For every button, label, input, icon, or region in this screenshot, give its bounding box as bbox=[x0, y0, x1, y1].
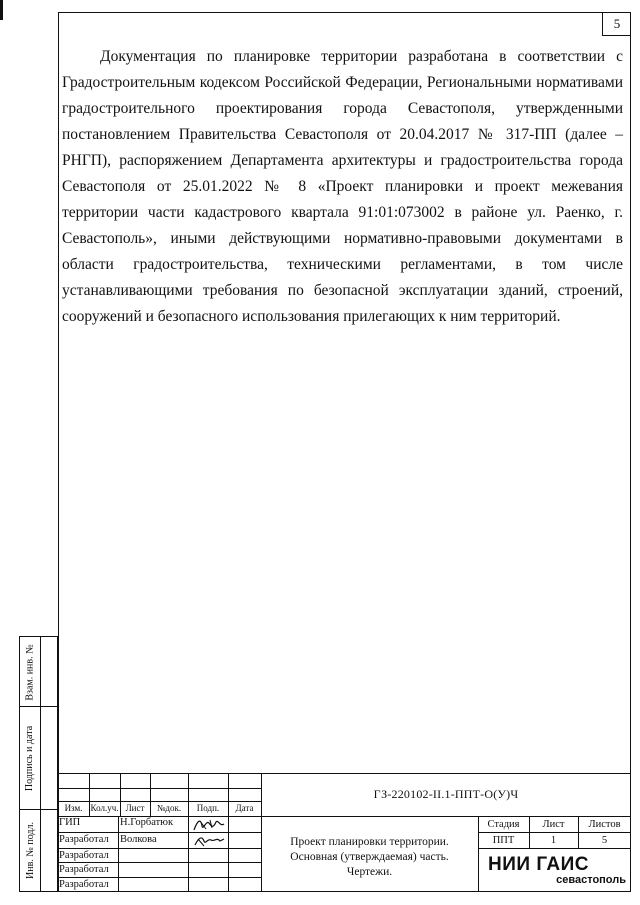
role-developer: Разработал bbox=[59, 864, 109, 875]
side-divider bbox=[40, 637, 41, 891]
signature-gip bbox=[192, 817, 226, 833]
role-developer: Разработал bbox=[59, 834, 109, 845]
side-label-podpis: Подпись и дата bbox=[24, 725, 36, 792]
sheets-label: Листов bbox=[588, 819, 621, 830]
header-data: Дата bbox=[235, 803, 254, 813]
role-developer: Разработал bbox=[59, 850, 109, 861]
sheet-value: 1 bbox=[550, 835, 557, 846]
header-podp: Подп. bbox=[196, 803, 220, 813]
header-ndok: №док. bbox=[156, 803, 182, 813]
side-label-vzam: Взам. инв. № bbox=[24, 643, 36, 701]
sheet-label: Лист bbox=[542, 819, 565, 830]
stage-value: ППТ bbox=[492, 835, 515, 846]
title-block bbox=[58, 773, 631, 892]
side-stamp-strip bbox=[19, 636, 58, 892]
side-label-inv-podl: Инв. № подл. bbox=[24, 821, 36, 879]
body-paragraph: Документация по планировке территории разработана в соответствии с Градостроительным кодексом Российской Федерации, Региональными нормативами градостроительного проектирования города Севастополя, утвержденными постановлением Правительства Севастополя от 20.04.2017 № 317-ПП (далее – РНГП), распоряжением Департамента архитектуры и градостроительства города Севастополя от 25.01.2022 № 8 «Проект планировки и проект межевания территории части кадастрового квартала 91:01:073002 в районе ул. Раенко, г. Севастополь», иными действующими нормативно-правовыми документами в области градостроительства, техническими регламентами, в том числе устанавливающими требования по безопасной эксплуатации зданий, строений, сооружений и безопасного использования прилегающих к ним территорий. bbox=[62, 48, 623, 325]
sheets-value: 5 bbox=[601, 835, 608, 846]
header-kol-uch: Кол.уч. bbox=[90, 803, 119, 813]
role-developer: Разработал bbox=[59, 879, 109, 890]
name-gip: Н.Горбатюк bbox=[120, 817, 174, 828]
document-title: Проект планировки территории. Основная (утверждаемая) часть. Чертежи. bbox=[290, 836, 449, 878]
document-code: ГЗ-220102-II.1-ППТ-О(У)Ч bbox=[373, 787, 519, 801]
page-edge-mark bbox=[0, 0, 3, 20]
role-gip: ГИП bbox=[59, 817, 81, 828]
signature-developer bbox=[192, 833, 226, 849]
page-number: 5 bbox=[602, 12, 631, 36]
organization-logo: НИИ ГАИС севастополь bbox=[488, 854, 626, 886]
name-developer: Волкова bbox=[120, 834, 157, 845]
header-list: Лист bbox=[125, 803, 145, 813]
stage-label: Стадия bbox=[487, 819, 520, 830]
header-izm: Изм. bbox=[64, 803, 83, 813]
